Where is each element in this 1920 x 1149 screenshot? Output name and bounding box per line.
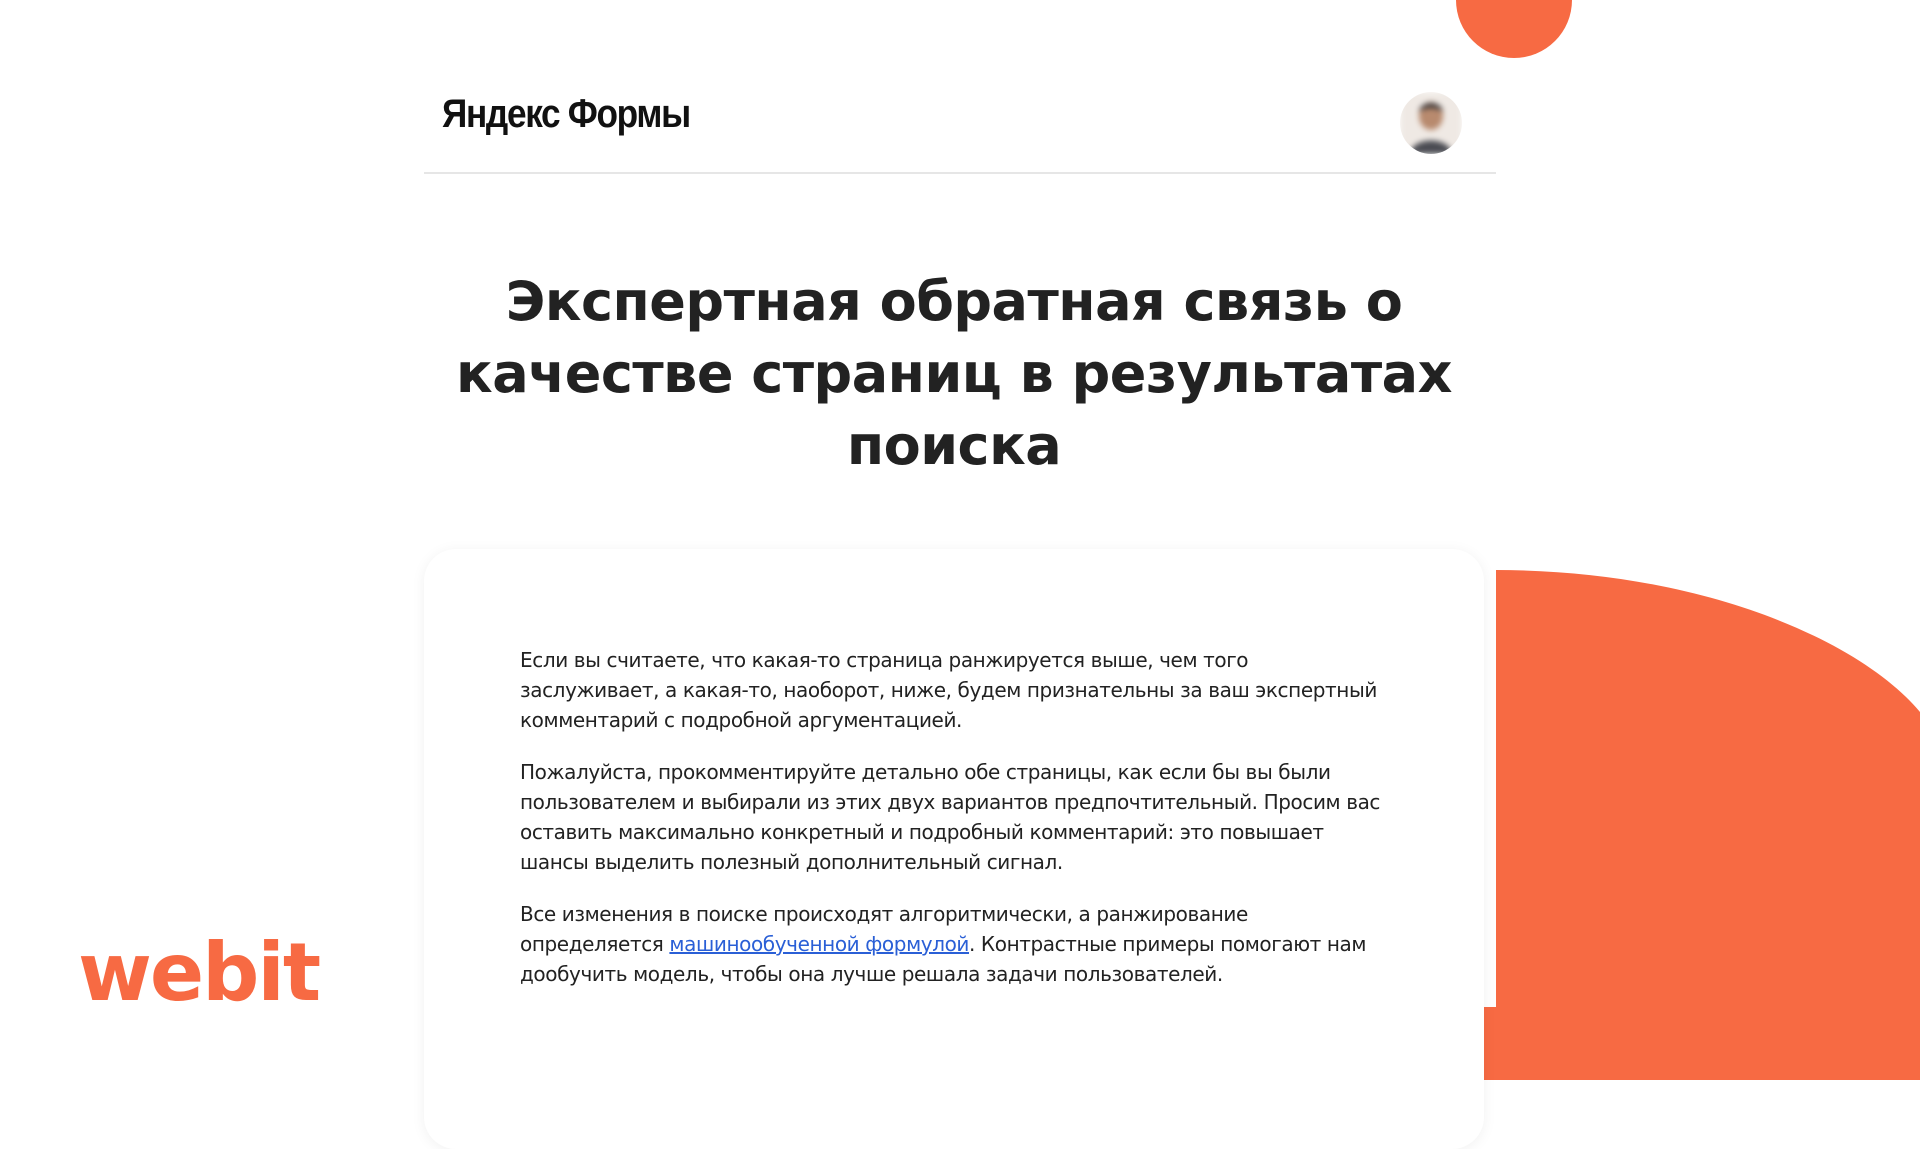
user-avatar-icon[interactable]: [1400, 92, 1462, 154]
form-description: [520, 645, 1390, 1011]
brand-logo[interactable]: Яндекс Формы: [442, 92, 690, 136]
paragraph-3-text-end: . Контрастные примеры помогают нам дообучить модель, чтобы она лучше решала задачи пользователей.: [520, 932, 1367, 986]
form-title: Экспертная обратная связь о качестве страниц в результатах поиска: [456, 270, 1452, 477]
description-paragraph-2: Пожалуйста, прокомментируйте детально обе страницы, как если бы вы были пользователем и выбирали из этих двух вариантов предпочтительный. Просим вас оставить максимально конкретный и подробный комментарий: это повышает шансы выделить полезный дополнительный сигнал.: [520, 760, 1381, 874]
description-paragraph-3: [520, 899, 1390, 989]
ml-formula-link[interactable]: машинообученной формулой: [669, 932, 970, 956]
form-description-card: [424, 549, 1484, 1149]
webit-logo: webit: [78, 926, 320, 1019]
description-paragraph-1: Если вы считаете, что какая-то страница ранжируется выше, чем того заслуживает, а какая-то, наоборот, ниже, будем признательны за ваш экспертный комментарий с подробной аргументацией.: [520, 648, 1377, 732]
paragraph-3-text-start: Все изменения в поиске происходят алгоритмически, а ранжирование определяется: [520, 902, 1248, 956]
header: [424, 80, 1496, 174]
